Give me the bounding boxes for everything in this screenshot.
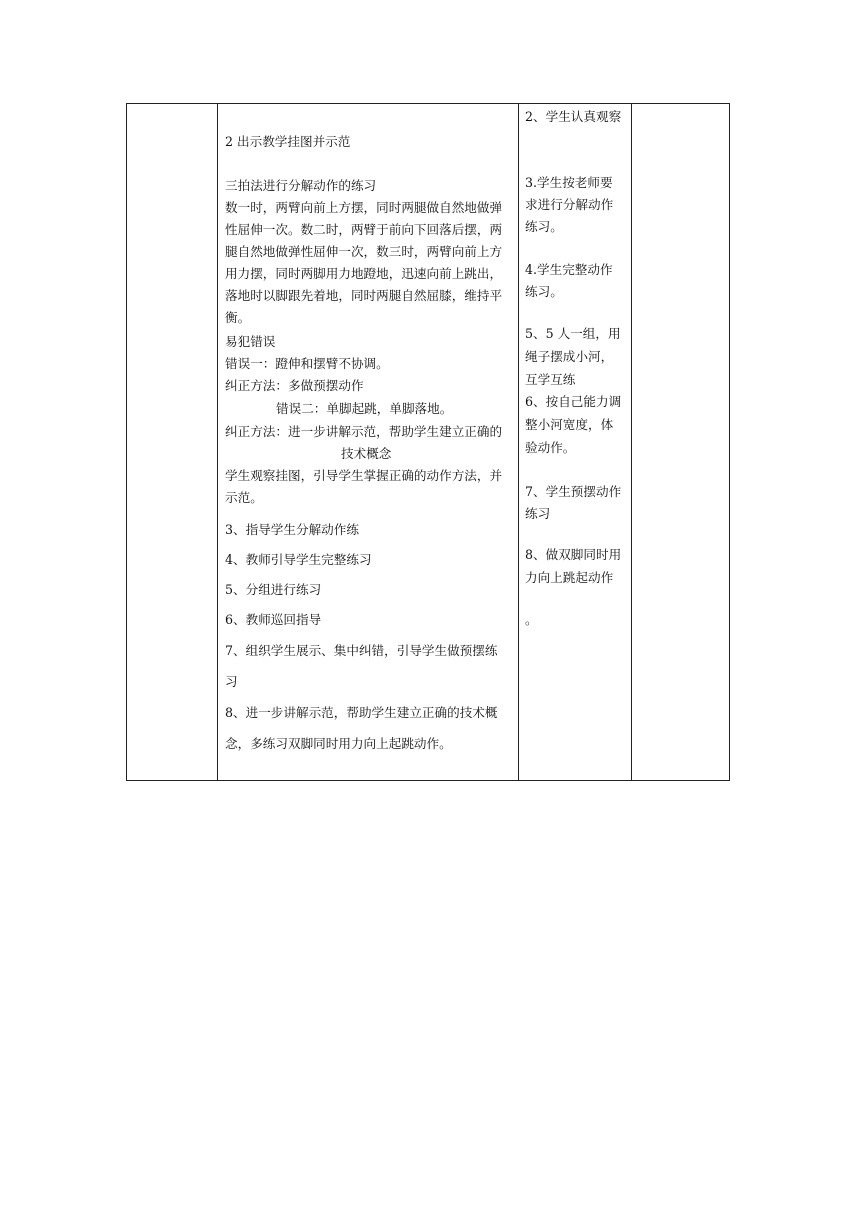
teacher-line: 错误一：蹬伸和摆臂不协调。 bbox=[225, 356, 389, 371]
teacher-line: 数一时，两臂向前上方摆，同时两腿做自然地做弹 bbox=[225, 200, 503, 215]
student-line: 练习。 bbox=[525, 219, 563, 234]
teacher-activity-cell bbox=[217, 104, 518, 780]
student-line: 7、学生预摆动作 bbox=[525, 484, 622, 499]
teacher-line: 落地时以脚跟先着地，同时两腿自然屈膝，维持平 bbox=[225, 288, 503, 303]
empty-left-cell bbox=[127, 104, 217, 780]
student-line: 练习。 bbox=[525, 284, 563, 299]
teacher-line: 示范。 bbox=[225, 490, 263, 505]
teacher-line: 腿自然地做弹性屈伸一次，数三时，两臂向前上方 bbox=[225, 244, 503, 259]
teacher-line: 性屈伸一次。数二时，两臂于前向下回落后摆，两 bbox=[225, 222, 503, 237]
student-line: 练习 bbox=[525, 506, 551, 521]
student-line: 3.学生按老师要 bbox=[525, 175, 613, 190]
teacher-line: 衡。 bbox=[225, 310, 251, 325]
student-line: 绳子摆成小河， bbox=[525, 349, 614, 364]
student-line: 验动作。 bbox=[525, 440, 576, 455]
teacher-line: 纠正方法：进一步讲解示范，帮助学生建立正确的 bbox=[225, 424, 503, 439]
teacher-line: 5、分组进行练习 bbox=[225, 582, 322, 597]
student-line: 5、5 人一组，用 bbox=[525, 326, 621, 341]
teacher-line: 错误二：单脚起跳，单脚落地。 bbox=[276, 401, 453, 416]
student-line: 力向上跳起动作 bbox=[525, 570, 614, 585]
teacher-line: 7、组织学生展示、集中纠错，引导学生做预摆练 bbox=[225, 643, 498, 658]
teacher-line: 纠正方法：多做预摆动作 bbox=[225, 378, 364, 393]
student-line: 4.学生完整动作 bbox=[525, 262, 613, 277]
student-line: 求进行分解动作 bbox=[525, 197, 614, 212]
student-line: 互学互练 bbox=[525, 372, 576, 387]
lesson-plan-table bbox=[126, 103, 730, 781]
student-line: 8、做双脚同时用 bbox=[525, 547, 622, 562]
student-activity-cell bbox=[518, 104, 631, 780]
student-line: 6、按自己能力调 bbox=[525, 394, 622, 409]
student-line: 。 bbox=[525, 612, 538, 627]
teacher-line: 易犯错误 bbox=[225, 334, 276, 349]
student-line: 2、学生认真观察 bbox=[525, 109, 622, 124]
empty-right-cell bbox=[631, 104, 729, 780]
teacher-line: 用力摆，同时两脚用力地蹬地，迅速向前上跳出， bbox=[225, 266, 503, 281]
teacher-line: 技术概念 bbox=[341, 446, 392, 461]
teacher-line: 4、教师引导学生完整练习 bbox=[225, 552, 372, 567]
student-line: 整小河宽度，体 bbox=[525, 417, 614, 432]
teacher-line: 学生观察挂图，引导学生掌握正确的动作方法，并 bbox=[225, 468, 503, 483]
teacher-line: 3、指导学生分解动作练 bbox=[225, 522, 359, 537]
teacher-line: 三拍法进行分解动作的练习 bbox=[225, 178, 377, 193]
teacher-heading: 2 出示教学挂图并示范 bbox=[225, 134, 351, 149]
teacher-line: 8、进一步讲解示范，帮助学生建立正确的技术概 bbox=[225, 705, 498, 720]
teacher-line: 念，多练习双脚同时用力向上起跳动作。 bbox=[225, 736, 452, 751]
teacher-line: 习 bbox=[225, 674, 238, 689]
teacher-line: 6、教师巡回指导 bbox=[225, 612, 322, 627]
